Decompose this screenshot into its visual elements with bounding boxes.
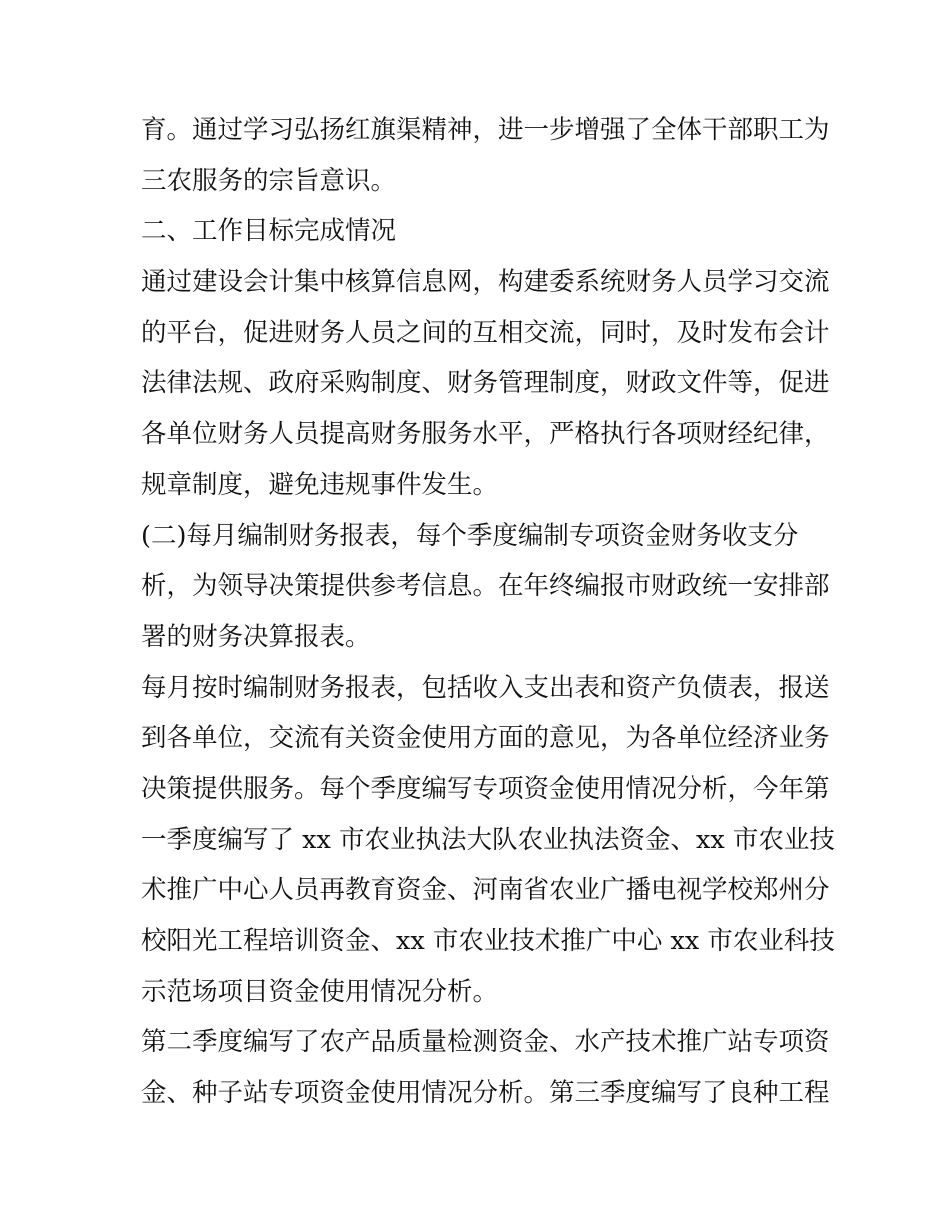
text-line: 第二季度编写了农产品质量检测资金、水产技术推广站专项资 [141, 1027, 830, 1058]
text-line: 决策提供服务。每个季度编写专项资金使用情况分析，今年第 [141, 773, 830, 804]
subsection-heading: (二)每月编制财务报表，每个季度编制专项资金财务收支分 [141, 520, 799, 551]
text-line: 署的财务决算报表。 [141, 621, 371, 652]
text-line: 规章制度，避免违规事件发生。 [141, 469, 499, 500]
text-line: 育。通过学习弘扬红旗渠精神，进一步增强了全体干部职工为 [141, 115, 830, 145]
text-line: 三农服务的宗旨意识。 [141, 165, 397, 196]
text-line: 校阳光工程培训资金、xx 市农业技术推广中心 xx 市农业科技 [141, 926, 835, 956]
text-line: 一季度编写了 xx 市农业执法大队农业执法资金、xx 市农业技 [141, 824, 835, 855]
text-line: 析，为领导决策提供参考信息。在年终编报市财政统一安排部 [141, 571, 830, 602]
text-line: 术推广中心人员再教育资金、河南省农业广播电视学校郑州分 [141, 875, 830, 906]
text-line: 金、种子站专项资金使用情况分析。第三季度编写了良种工程 [141, 1078, 830, 1109]
text-line: 各单位财务人员提高财务服务水平，严格执行各项财经纪律， [141, 419, 830, 450]
text-line: 通过建设会计集中核算信息网，构建委系统财务人员学习交流 [141, 267, 830, 298]
text-line: 的平台，促进财务人员之间的互相交流，同时，及时发布会计 [141, 317, 830, 348]
text-line: 法律法规、政府采购制度、财务管理制度，财政文件等，促进 [141, 368, 830, 399]
text-line: 到各单位，交流有关资金使用方面的意见，为各单位经济业务 [141, 723, 830, 754]
text-line: 每月按时编制财务报表，包括收入支出表和资产负债表，报送 [141, 672, 830, 703]
document-body [141, 105, 835, 1119]
section-heading: 二、工作目标完成情况 [141, 216, 397, 247]
text-line: 示范场项目资金使用情况分析。 [141, 976, 499, 1007]
